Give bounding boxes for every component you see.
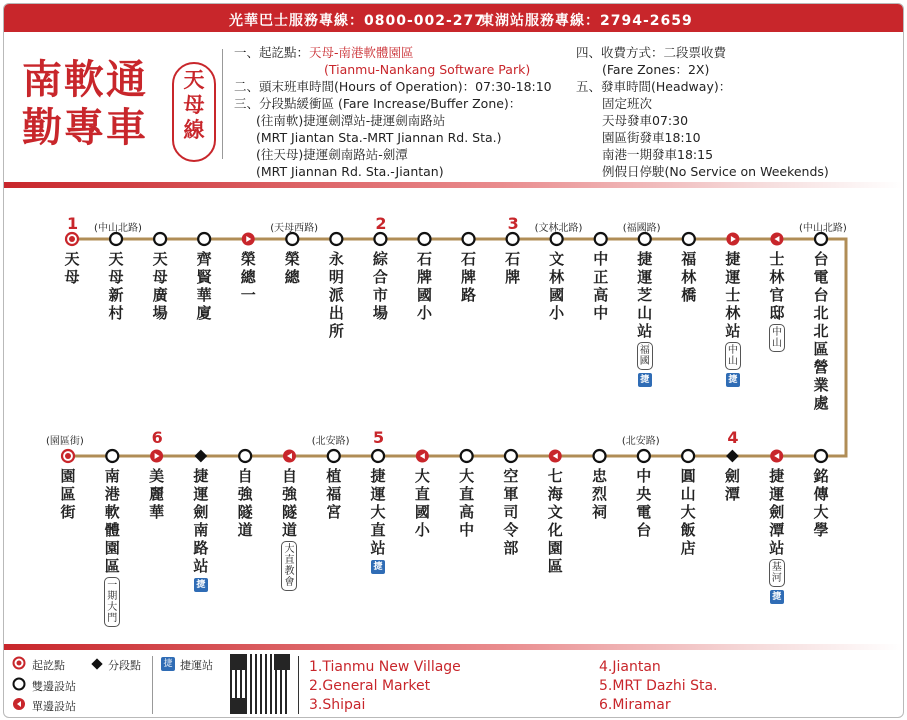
stop-bottom-4: 自 強 隧 道 [237, 467, 253, 539]
zone-1: 1.Tianmu New Village [309, 659, 461, 675]
road-label: (北安路) [311, 436, 350, 447]
road-label: (北安路) [621, 436, 660, 447]
road-label: (中山北路) [94, 223, 142, 234]
hotline-donghu: 東湖站服務專線：2794-2659 [480, 13, 693, 29]
zone-3: 3.Shipai [309, 697, 366, 713]
mrt-icon: 捷 [726, 373, 740, 387]
zone-number: 4 [727, 428, 739, 447]
zone-2: 2.General Market [309, 678, 431, 694]
legend-diamond-icon [91, 658, 102, 669]
stop-marker-bottom-10 [505, 450, 517, 462]
info-origin-en: (Tianmu-Nankang Software Park) [324, 62, 531, 77]
legend-terminal-dot [17, 661, 22, 666]
info-dep-yuanqu: 園區街發車18:10 [602, 130, 701, 145]
title-line-2: 勤專車 [22, 105, 148, 151]
road-label: (文林北路) [534, 223, 583, 234]
section-divider-bottom [4, 644, 903, 650]
info-buffer-1-en: (MRT Jiantan Sta.-MRT Jiannan Rd. Sta.) [256, 130, 502, 145]
zone-6: 6.Miramar [599, 697, 671, 713]
stop-marker-top-15 [726, 233, 739, 246]
stop-marker-bottom-12 [594, 450, 606, 462]
stop-top-2: 天 母 廣 場 [152, 250, 168, 322]
mrt-icon: 捷 [194, 578, 208, 592]
stop-bottom-12: 忠 烈 祠 [592, 467, 608, 521]
qr-code[interactable] [230, 654, 290, 714]
stop-marker-top-11 [551, 233, 563, 245]
stop-marker-bottom-6 [328, 450, 340, 462]
stop-top-5: 榮 總 [284, 250, 300, 286]
info-fare: 四、收費方式：二段票收費 [576, 45, 727, 60]
stop-marker-top-10 [507, 233, 519, 245]
info-headway: 五、發車時間(Headway)： [576, 79, 732, 94]
stop-marker-top-7 [374, 233, 386, 245]
zone-divider [298, 656, 299, 714]
stop-sub-label: 福 國 [637, 342, 653, 370]
road-label: (天母西路) [270, 223, 319, 234]
stop-marker-bottom-2 [150, 450, 163, 463]
stop-bottom-17: 銘 傳 大 學 [813, 467, 829, 539]
stop-marker-bottom-13 [638, 450, 650, 462]
info-origin-label: 一、起訖點： [234, 45, 310, 60]
info-buffer-1: (往南軟)捷運劍潭站-捷運劍南路站 [256, 113, 446, 128]
stop-marker-top-8 [418, 233, 430, 245]
legend-diamond: 分段點 [108, 659, 141, 672]
info-origin-value: 天母-南港軟體園區 [309, 45, 414, 60]
stop-marker-bottom-9 [461, 450, 473, 462]
stop-marker-top-13 [639, 233, 651, 245]
info-weekend: 例假日停駛(No Service on Weekends) [602, 164, 829, 179]
info-dep-nangang: 南港一期發車18:15 [602, 147, 714, 162]
stop-marker-top-0 [66, 233, 78, 245]
info-buffer-2-en: (MRT Jiannan Rd. Sta.-Jiantan) [256, 164, 444, 179]
legend-single: 單邊設站 [32, 700, 76, 713]
stop-bottom-16: 捷 運 劍 潭 站 基 河 捷 [769, 467, 785, 602]
info-hours: 二、頭末班車時間(Hours of Operation)：07:30-18:10 [234, 79, 552, 94]
stop-bottom-14: 圓 山 大 飯 店 [680, 467, 696, 557]
stop-marker-bottom-11 [549, 450, 562, 463]
stop-bottom-15: 劍 潭 [724, 467, 740, 503]
road-label: (園區街) [46, 436, 84, 447]
stop-marker-top-5 [286, 233, 298, 245]
stop-marker-bottom-8 [416, 450, 429, 463]
stop-bottom-9: 大 直 高 中 [459, 467, 475, 539]
stop-top-10: 石 牌 [505, 250, 521, 286]
zone-number: 2 [375, 214, 387, 233]
stop-top-3: 齊 賢 華 廈 [196, 250, 212, 322]
stop-top-17: 台 電 台 北 北 區 營 業 處 [813, 250, 829, 412]
road-label: (中山北路) [799, 223, 847, 234]
legend-both: 雙邊設站 [32, 680, 76, 693]
stop-bottom-1: 南 港 軟 體 園 區 一 期 大 門 [103, 467, 121, 629]
stop-top-6: 永 明 派 出 所 [328, 250, 344, 340]
mrt-icon: 捷 [638, 373, 652, 387]
title-sub-text: 天 母 線 [183, 68, 205, 142]
stop-top-4: 榮 總 一 [240, 250, 256, 304]
stop-top-9: 石 牌 路 [461, 250, 477, 304]
stop-marker-top-3 [198, 233, 210, 245]
zone-5: 5.MRT Dazhi Sta. [599, 678, 718, 694]
stop-marker-bottom-4 [239, 450, 251, 462]
stop-marker-top-17 [815, 233, 827, 245]
stop-marker-bottom-16 [770, 450, 783, 463]
stop-top-7: 綜 合 市 場 [372, 250, 388, 322]
stop-top-16: 士 林 官 邸 中 山 [768, 250, 786, 354]
info-buffer-2: (往天母)捷運劍南路站-劍潭 [256, 147, 408, 162]
stop-marker-bottom-3 [195, 450, 208, 463]
stop-sub-label: 大 直 教 會 [281, 541, 297, 591]
mrt-icon: 捷 [770, 590, 784, 604]
stop-sub-label: 中 山 [769, 324, 785, 352]
stop-marker-top-6 [330, 233, 342, 245]
stop-markers [62, 233, 827, 463]
stop-marker-top-16 [770, 233, 783, 246]
title-line-1: 南軟通 [22, 57, 148, 103]
stop-top-15: 捷 運 士 林 站 中 山 捷 [725, 250, 741, 385]
stop-sub-label: 基 河 [769, 559, 785, 587]
hotline-guanghua: 光華巴士服務專線：0800-002-277 [229, 13, 486, 29]
stop-bottom-10: 空 軍 司 令 部 [503, 467, 519, 557]
zone-4: 4.Jiantan [599, 659, 661, 675]
stop-bottom-5: 自 強 隧 道 大 直 教 會 [280, 467, 298, 593]
legend-terminal: 起訖點 [32, 659, 65, 672]
stop-top-13: 捷 運 芝 山 站 福 國 捷 [637, 250, 653, 385]
stop-bottom-2: 美 麗 華 [149, 467, 165, 521]
stop-marker-bottom-17 [815, 450, 827, 462]
stop-sub-label: 一 期 大 門 [104, 577, 120, 627]
stop-bottom-6: 植 福 宮 [326, 467, 342, 521]
stop-marker-bottom-0 [62, 450, 74, 462]
stop-marker-top-12 [595, 233, 607, 245]
info-fare-en: (Fare Zones：2X) [602, 62, 710, 77]
stop-marker-bottom-7 [372, 450, 384, 462]
legend-mrt-icon: 捷 [161, 657, 175, 671]
stop-bottom-8: 大 直 國 小 [414, 467, 430, 539]
stop-top-12: 中 正 高 中 [593, 250, 609, 322]
stop-marker-bottom-1 [106, 450, 118, 462]
zone-number: 1 [67, 214, 79, 233]
route-map-frame [3, 3, 904, 718]
legend-symbols [12, 656, 26, 716]
stop-marker-top-2 [154, 233, 166, 245]
zone-number: 6 [151, 428, 163, 447]
zone-number: 3 [507, 214, 519, 233]
stop-marker-bottom-14 [682, 450, 694, 462]
stop-bottom-13: 中 央 電 台 [636, 467, 652, 539]
stop-top-1: 天 母 新 村 [108, 250, 124, 322]
legend-mrt: 捷運站 [180, 659, 213, 672]
stop-bottom-3: 捷 運 劍 南 路 站 捷 [193, 467, 209, 590]
info-fixed: 固定班次 [602, 96, 653, 111]
info-buffer-zone: 三、分段點緩衝區 (Fare Increase/Buffer Zone)： [234, 96, 522, 111]
stop-marker-top-14 [683, 233, 695, 245]
stop-marker-top-9 [463, 233, 475, 245]
legend-divider [152, 656, 153, 714]
mrt-icon: 捷 [371, 560, 385, 574]
legend-both-icon [14, 679, 25, 690]
zone-number: 5 [373, 428, 385, 447]
stop-sub-label: 中 山 [725, 342, 741, 370]
stop-top-0: 天 母 [64, 250, 80, 286]
stop-top-14: 福 林 橋 [681, 250, 697, 304]
stop-marker-bottom-5 [283, 450, 296, 463]
stop-bottom-11: 七 海 文 化 園 區 [547, 467, 563, 575]
stop-bottom-0: 園 區 街 [60, 467, 76, 521]
stop-top-11: 文 林 國 小 [549, 250, 565, 322]
stop-bottom-7: 捷 運 大 直 站 捷 [370, 467, 386, 572]
info-dep-tianmu: 天母發車07:30 [602, 113, 689, 128]
stop-marker-bottom-15 [726, 450, 739, 463]
stop-marker-top-4 [242, 233, 255, 246]
stop-marker-top-1 [110, 233, 122, 245]
stop-top-8: 石 牌 國 小 [416, 250, 432, 322]
road-label: (福國路) [622, 223, 661, 234]
